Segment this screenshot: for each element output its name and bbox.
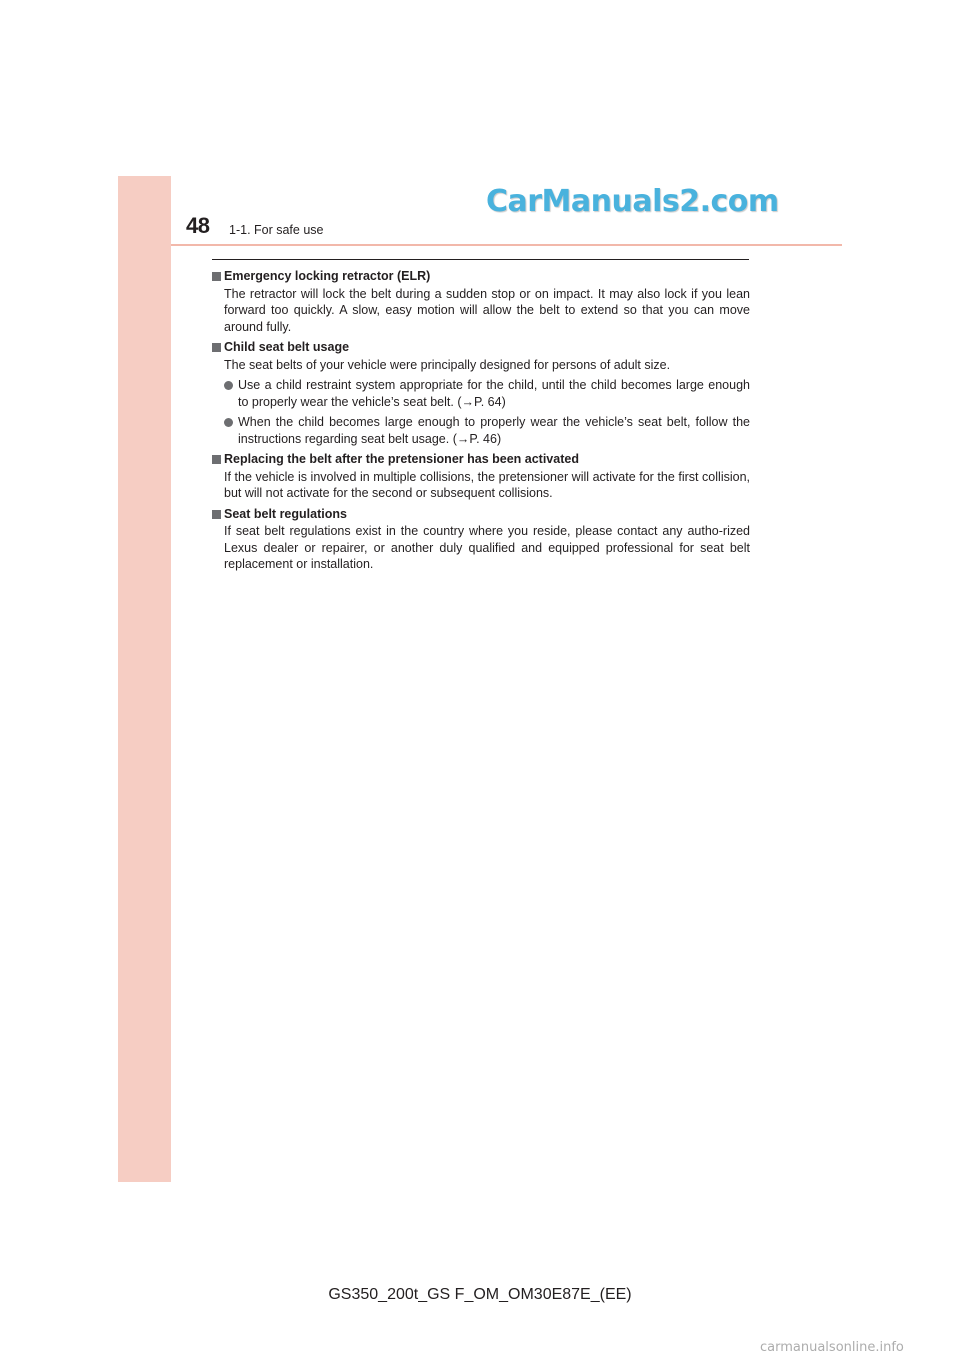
page-number: 48 [186, 213, 210, 238]
section-heading [212, 268, 750, 285]
section-body: The seat belts of your vehicle were principally designed for persons of adult size. [224, 357, 671, 372]
content-divider [212, 259, 749, 260]
circle-bullet-icon [224, 381, 233, 390]
section-body: The retractor will lock the belt during a sudden stop or on impact. It may also lock if you lean forward too quickly. A slow, easy motion will allow the belt to extend so that you can move around fully. [224, 286, 750, 334]
square-bullet-icon [212, 272, 221, 281]
section-body: If the vehicle is involved in multiple collisions, the pretensioner will activate for the first collision, but will not activate for the second or subsequent collisions. [224, 469, 750, 500]
section-pretensioner [212, 451, 750, 502]
section-regulations [212, 506, 750, 573]
section-heading-text: Emergency locking retractor (ELR) [224, 269, 431, 283]
header-divider [171, 244, 842, 246]
square-bullet-icon [212, 343, 221, 352]
section-heading-text: Seat belt regulations [224, 506, 347, 521]
list-item-text: Use a child restraint system appropriate for the child, until the child becomes large enough to properly wear the vehicle’s seat belt. (→P. 64) [238, 378, 750, 409]
watermark-logo-top: CarManuals2.com [486, 184, 779, 219]
section-body: If seat belt regulations exist in the country where you reside, please contact any autho-rized Lexus dealer or repairer, or another duly qualified and equipped professional for seat belt replacement or installation. [224, 524, 750, 571]
section-child-seat-belt [212, 339, 750, 447]
list-item [224, 377, 750, 410]
square-bullet-icon [212, 510, 221, 519]
section-heading-text: Child seat belt usage [224, 340, 350, 354]
section-heading [212, 451, 750, 468]
section-elr [212, 268, 750, 335]
circle-bullet-icon [224, 418, 233, 427]
square-bullet-icon [212, 455, 221, 464]
document-code: GS350_200t_GS F_OM_OM30E87E_(EE) [328, 1286, 632, 1303]
section-heading [212, 506, 750, 523]
section-title: 1-1. For safe use [229, 223, 324, 237]
list-item [224, 414, 750, 447]
content-body [212, 268, 750, 577]
chapter-sidebar-tab [118, 176, 171, 1182]
section-heading-text: Replacing the belt after the pretensioner has been activated [224, 452, 579, 466]
section-heading [212, 339, 750, 356]
watermark-footer: carmanualsonline.info [760, 1340, 904, 1355]
list-item-text: When the child becomes large enough to properly wear the vehicle’s seat belt, follow the instructions regarding seat belt usage. (→P. 46) [238, 415, 750, 446]
